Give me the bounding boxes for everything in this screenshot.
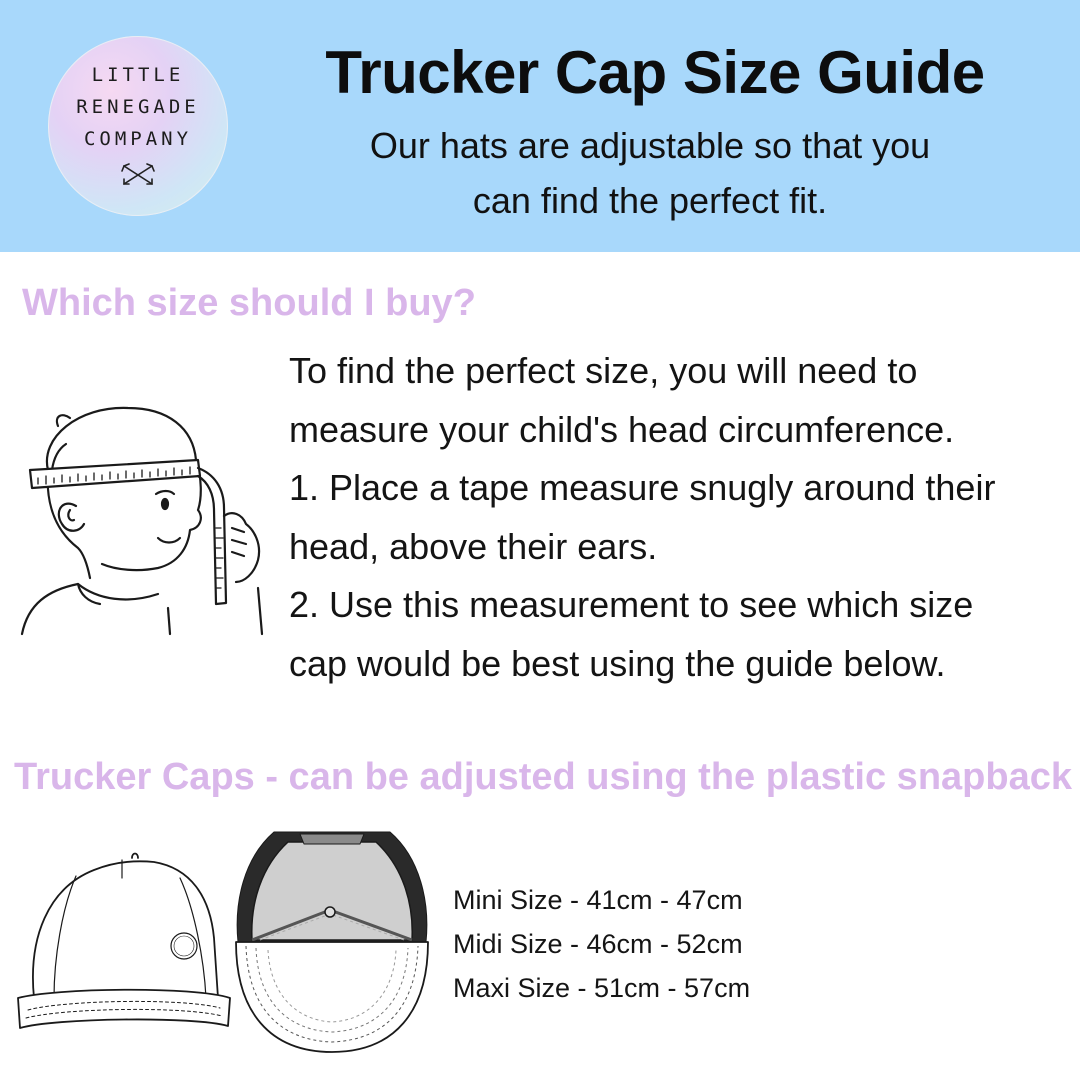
trucker-caps-heading: Trucker Caps - can be adjusted using the plastic snapback	[14, 756, 1072, 798]
instruction-line: head, above their ears.	[289, 525, 658, 567]
page-subtitle	[300, 118, 1000, 228]
brand-logo	[48, 36, 228, 216]
page-title: Trucker Cap Size Guide	[325, 39, 985, 106]
subtitle-line-1: Our hats are adjustable so that you	[369, 125, 931, 166]
header-banner	[0, 0, 1080, 252]
child-measuring-head-illustration	[18, 398, 268, 643]
instruction-line: measure your child's head circumference.	[289, 408, 955, 450]
logo-text-line-3: COMPANY	[83, 128, 193, 150]
trucker-cap-front-illustration	[14, 848, 234, 1038]
instruction-line: cap would be best using the guide below.	[289, 642, 946, 684]
size-item-midi: Midi Size - 46cm - 52cm	[453, 929, 743, 959]
instruction-line: 2. Use this measurement to see which size	[289, 584, 974, 625]
trucker-cap-underside-illustration	[234, 822, 430, 1056]
instruction-line: 1. Place a tape measure snugly around their	[289, 467, 996, 508]
subtitle-line-2: can find the perfect fit.	[472, 180, 828, 221]
crossed-arrows-icon	[120, 162, 156, 188]
which-size-heading: Which size should I buy?	[22, 282, 476, 324]
size-item-mini: Mini Size - 41cm - 47cm	[453, 885, 743, 915]
logo-text-line-1: LITTLE	[91, 64, 185, 86]
instruction-line: To find the perfect size, you will need to	[289, 350, 918, 391]
logo-text-line-2: RENEGADE	[76, 96, 200, 118]
size-item-maxi: Maxi Size - 51cm - 57cm	[453, 973, 751, 1003]
measuring-instructions	[289, 342, 1069, 693]
size-list	[453, 878, 750, 1010]
